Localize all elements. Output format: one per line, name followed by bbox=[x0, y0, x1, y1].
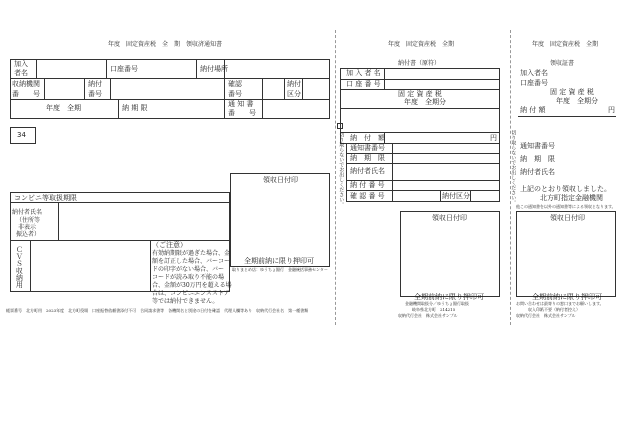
account-no-label: 口座番号 bbox=[110, 65, 138, 73]
right-stamp-note: 全期前納に限り押印可 bbox=[532, 293, 602, 301]
notice-line: 合は、コンビニエンスストア bbox=[152, 290, 230, 297]
left-footer: 帳票番号 北方町用 2023年度 北方町役場 口座振替依頼書添付不可 合同請求書等 各機関名と別途の日付を確認 代理人欄等あり 収納代行会社名 第一種書類 bbox=[6, 308, 309, 313]
right-year-label: 年度 全期分 bbox=[556, 97, 598, 105]
left-stamp-note: 全期前納に限り押印可 bbox=[244, 257, 314, 265]
middle-payer-label: 加 入 者 名 bbox=[346, 69, 381, 77]
right-stamp-box bbox=[516, 211, 616, 297]
right-yen: 円 bbox=[608, 106, 615, 114]
right-account-label: 口座番号 bbox=[520, 79, 548, 87]
middle-category-label: 納付区分 bbox=[442, 192, 470, 200]
payer-no-label-2: 番号 bbox=[88, 90, 102, 98]
notice-no-label-2: 番 号 bbox=[228, 109, 256, 117]
right-deadline-label: 納 期 限 bbox=[520, 155, 555, 163]
right-notice-no-label: 通知書番号 bbox=[520, 142, 555, 150]
left-stamp-footer: 取りまとめ店：ゆうちょ銀行 金融統括事務センター bbox=[232, 267, 328, 272]
notice-line: 合、金額が30万円を超える場 bbox=[152, 282, 232, 289]
middle-footer-3: 収納代行会社 株式会社サンプル bbox=[398, 313, 458, 318]
right-footer-2: 収入印紙不要（納付者控え） bbox=[528, 307, 580, 312]
payer-label: 加入 bbox=[14, 60, 28, 68]
confirm-no-label-2: 番号 bbox=[228, 90, 242, 98]
right-received-msg: 上記のとおり領収しました。 bbox=[520, 185, 611, 193]
middle-deadline-label: 納 期 限 bbox=[350, 154, 385, 162]
middle-checkbox[interactable] bbox=[337, 123, 343, 129]
right-amount-label: 納 付 額 bbox=[520, 106, 546, 114]
payer-label-2: 者名 bbox=[14, 69, 28, 77]
cvs-vertical-label: ＣＶＳ収納用 bbox=[15, 246, 24, 288]
middle-side-note: 切り取らないでお出しください。 bbox=[338, 132, 345, 207]
middle-yen: 円 bbox=[490, 134, 497, 142]
left-stamp-box bbox=[230, 173, 330, 267]
left-stamp-title: 領収日付印 bbox=[263, 176, 298, 184]
payer-name-label-4: 振込者） bbox=[16, 231, 41, 238]
notice-line: 有効納期限が過ぎた場合、金 bbox=[152, 250, 231, 257]
middle-payer-no-label: 納 付 番 号 bbox=[350, 181, 385, 189]
right-side-note: 切り取らないでお出しください。 bbox=[510, 130, 517, 205]
middle-footer-2: 岐阜県北方町 214215 bbox=[412, 307, 456, 312]
right-small-msg: 他この通知書を以外の通知書等による領収となります。 bbox=[516, 204, 616, 209]
middle-amount-label: 納 付 額 bbox=[350, 134, 385, 142]
right-footer-1: お問い合わせは最寄りの窓口までお願いします。 bbox=[516, 301, 604, 306]
notice-no-label: 通 知 書 bbox=[228, 100, 254, 108]
notice-title: （ご注意） bbox=[152, 241, 187, 249]
middle-receipt-title: 納付書（原符） bbox=[398, 60, 441, 67]
middle-payer-name-label: 納付者氏名 bbox=[350, 167, 385, 175]
middle-stamp-box bbox=[400, 211, 500, 297]
right-stamp-title: 領収日付印 bbox=[550, 214, 585, 222]
notice-line: ドの印字がない場合、バー bbox=[152, 266, 225, 273]
notice-line: 額を訂正した場合、バーコー bbox=[152, 258, 231, 265]
middle-confirm-no-label: 確 認 番 号 bbox=[350, 192, 385, 200]
left-heading: 年度 固定資産税 全 期 領収済通知書 bbox=[108, 41, 223, 48]
middle-footer-1: 金融機関取扱分／ゆうちょ銀行取扱 bbox=[405, 301, 469, 306]
confirm-no-label: 確認 bbox=[228, 80, 242, 88]
perforation-line bbox=[335, 30, 336, 325]
right-heading: 年度 固定資産税 全期 bbox=[532, 41, 599, 48]
right-receipt-title: 領収証書 bbox=[550, 60, 575, 67]
code-box-text: 34 bbox=[17, 131, 26, 139]
middle-year-label: 年度 全期分 bbox=[404, 98, 446, 106]
payer-name-label-3: 非表示 bbox=[18, 224, 37, 231]
middle-stamp-note: 全期前納に限り押印可 bbox=[414, 293, 484, 301]
middle-heading: 年度 固定資産税 全期 bbox=[388, 41, 455, 48]
middle-tax-label: 固 定 資 産 税 bbox=[398, 90, 442, 98]
middle-notice-no-label: 通知書番号 bbox=[350, 144, 385, 152]
conv-header: コンビニ等取扱期限 bbox=[14, 194, 77, 202]
payer-name-label: 納付者氏名 bbox=[12, 209, 43, 216]
year-full-label: 年度 全期 bbox=[46, 104, 81, 112]
deadline-label: 納 期 限 bbox=[122, 104, 148, 112]
category-label-2: 区分 bbox=[287, 90, 301, 98]
right-amount-underline bbox=[518, 116, 616, 117]
right-bank-msg: 北方町指定金融機関 bbox=[540, 194, 603, 202]
middle-stamp-title: 領収日付印 bbox=[432, 214, 467, 222]
right-payer-label: 加入者名 bbox=[520, 69, 548, 77]
right-tax-label: 固 定 資 産 税 bbox=[550, 88, 594, 96]
payment-place-label: 納付場所 bbox=[200, 65, 228, 73]
right-payer-name-label: 納付者氏名 bbox=[520, 168, 555, 176]
middle-account-label: 口 座 番 号 bbox=[346, 80, 381, 88]
institution-label: 収納機関 bbox=[12, 80, 40, 88]
category-label: 納付 bbox=[287, 80, 301, 88]
notice-line: 等では納付できません。 bbox=[152, 298, 219, 305]
notice-line: コードが読み取り不能の場 bbox=[152, 274, 225, 281]
payer-name-label-2: （住所等 bbox=[16, 217, 41, 224]
institution-label-2: 番 号 bbox=[12, 90, 40, 98]
right-footer-3: 収納代行会社 株式会社サンプル bbox=[516, 313, 576, 318]
payer-no-label: 納付 bbox=[88, 80, 102, 88]
